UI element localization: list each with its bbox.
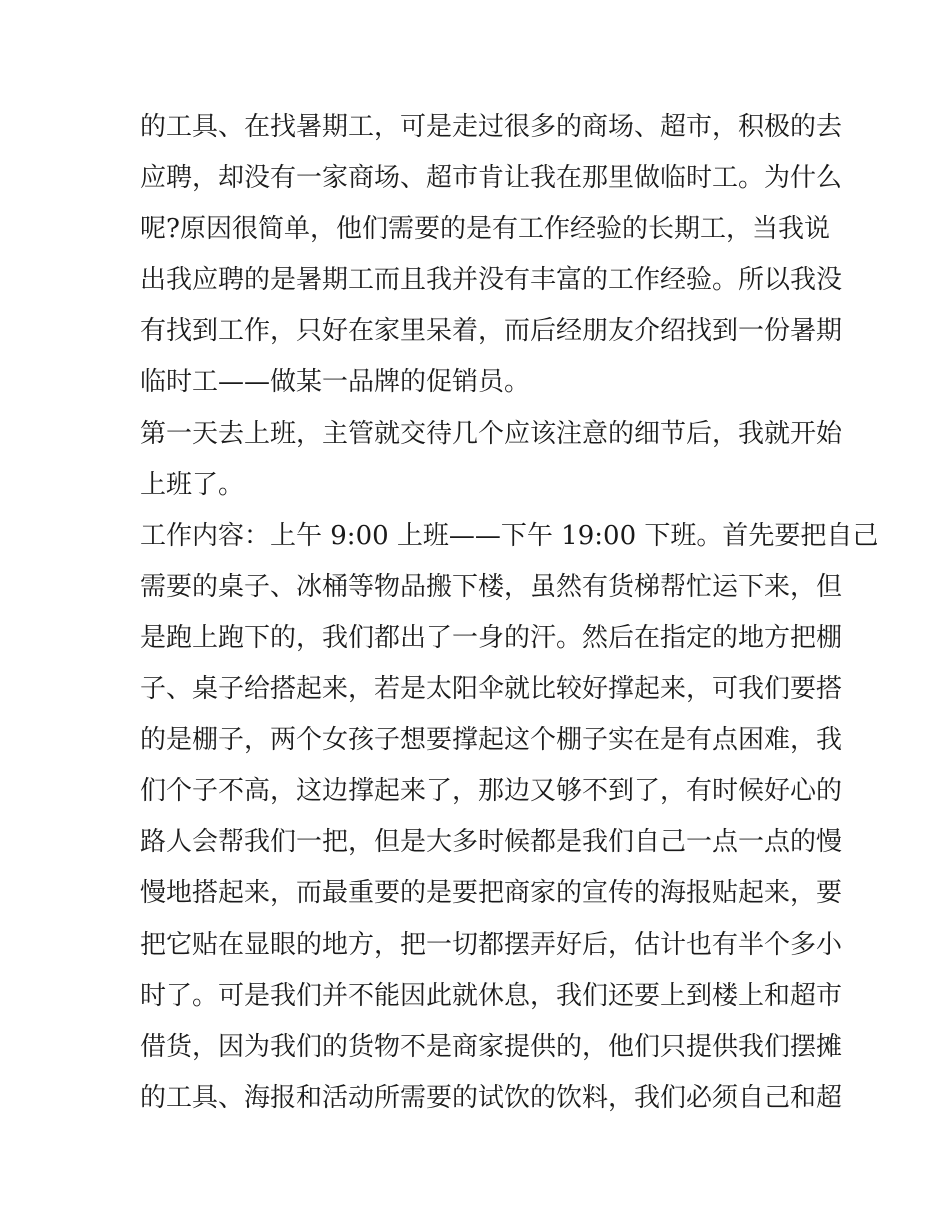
text-line: 有找到工作，只好在家里呆着，而后经朋友介绍找到一份暑期 <box>140 316 843 347</box>
text-line: 们个子不高，这边撑起来了，那边又够不到了，有时候好心的 <box>140 776 843 807</box>
text-line: 借货，因为我们的货物不是商家提供的，他们只提供我们摆摊 <box>140 1031 843 1062</box>
text-line: 是跑上跑下的，我们都出了一身的汗。然后在指定的地方把棚 <box>140 622 843 653</box>
text-line: 的工具、海报和活动所需要的试饮的饮料，我们必须自己和超 <box>140 1082 843 1113</box>
text-line: 路人会帮我们一把，但是大多时候都是我们自己一点一点的慢 <box>140 827 843 858</box>
text-line: 第一天去上班，主管就交待几个应该注意的细节后，我就开始 <box>140 418 843 449</box>
text-line: 临时工——做某一品牌的促销员。 <box>140 367 531 398</box>
text-line: 出我应聘的是暑期工而且我并没有丰富的工作经验。所以我没 <box>140 265 843 296</box>
text-line: 工作内容：上午 9:00 上班——下午 19:00 下班。首先要把自己 <box>140 520 879 551</box>
text-line: 子、桌子给搭起来，若是太阳伞就比较好撑起来，可我们要搭 <box>140 674 843 705</box>
text-line: 的工具、在找暑期工，可是走过很多的商场、超市，积极的去 <box>140 112 843 142</box>
text-line: 需要的桌子、冰桶等物品搬下楼，虽然有货梯帮忙运下来，但 <box>140 571 843 602</box>
text-line: 上班了。 <box>140 469 245 500</box>
text-line: 应聘，却没有一家商场、超市肯让我在那里做临时工。为什么 <box>140 163 843 194</box>
document-page <box>140 102 879 1124</box>
text-line: 的是棚子，两个女孩子想要撑起这个棚子实在是有点困难，我 <box>140 725 843 756</box>
text-line: 呢?原因很简单，他们需要的是有工作经验的长期工，当我说 <box>140 214 830 245</box>
text-line: 把它贴在显眼的地方，把一切都摆弄好后，估计也有半个多小 <box>140 929 843 960</box>
text-line: 时了。可是我们并不能因此就休息，我们还要上到楼上和超市 <box>140 980 843 1011</box>
text-line: 慢地搭起来，而最重要的是要把商家的宣传的海报贴起来，要 <box>140 878 843 909</box>
